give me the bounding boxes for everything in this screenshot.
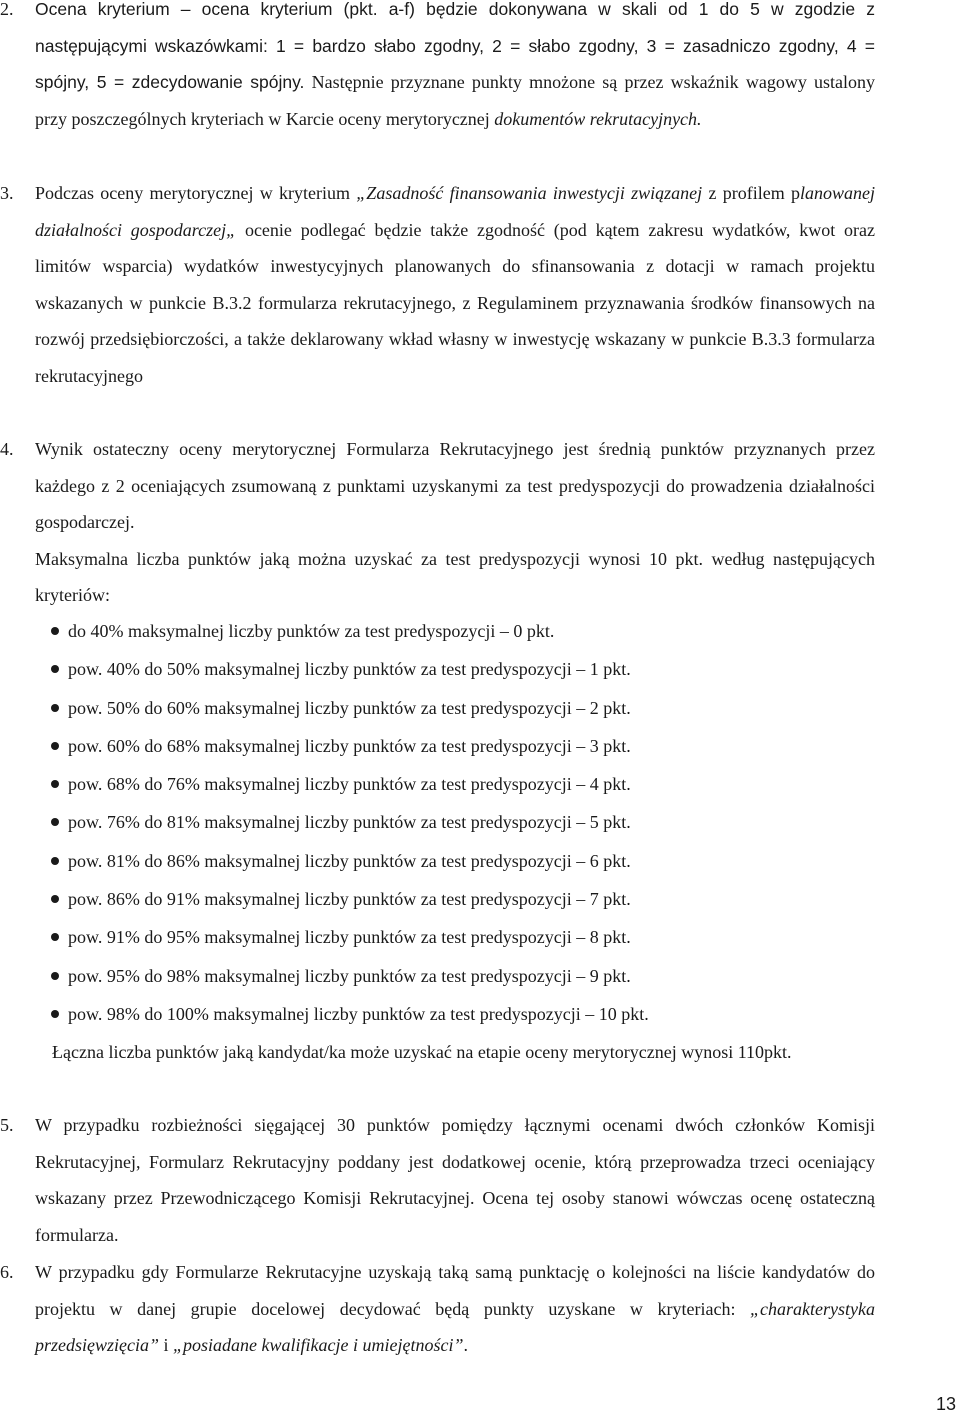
section-3-t2: „Zasadność finansowania inwestycji związanej <box>356 183 703 203</box>
bullet-icon <box>51 818 59 826</box>
page-number: 13 <box>935 1394 956 1414</box>
section-text <box>35 0 875 137</box>
section-3-t5: ocenie podlegać będzie także zgodność (pod kątem zakresu wydatków, kwot oraz limitów wsparcia) wydatków inwestycyjnych planowanych do sfinansowania z dotacji w ramach projektu wskazanych w punkcie B.3.2 formularza rekrutacyjnego, z Regulaminem przyznawania środków finansowych na rozwój przedsiębiorczości, a także deklarowany wkład własny w inwestycję wskazany w punkcie B.3.3 formularza rekrutacyjnego <box>35 219 875 386</box>
list-item-text: pow. 68% do 76% maksymalnej liczby punktów za test predyspozycji – 4 pkt. <box>68 774 631 795</box>
list-item <box>0 995 900 1033</box>
bullet-icon <box>51 780 59 788</box>
list-item-text: pow. 40% do 50% maksymalnej liczby punktów za test predyspozycji – 1 pkt. <box>68 659 631 680</box>
section-4-para1: Wynik ostateczny oceny merytorycznej Formularza Rekrutacyjnego jest średnią punktów przyznanych przez każdego z 2 oceniających zsumowaną z punktami uzyskanymi za test predyspozycji do prowadzenia działalności gospodarczej. <box>35 439 875 532</box>
list-item <box>0 803 900 841</box>
list-item <box>0 842 900 880</box>
section-3 <box>0 175 900 394</box>
bullet-icon <box>51 895 59 903</box>
section-6-t3: i <box>159 1335 174 1355</box>
section-text: W przypadku rozbieżności sięgającej 30 punktów pomiędzy łącznymi ocenami dwóch członków Komisji Rekrutacyjnej, Formularz Rekrutacyjny poddany jest dodatkowej ocenie, którą przeprowadza trzeci oceniający wskazany przez Przewodniczącego Komisji Rekrutacyjnej. Ocena tej osoby stanowi wówczas ocenę ostateczną formularza. <box>35 1115 875 1245</box>
bullet-icon <box>51 627 59 635</box>
bullet-icon <box>51 933 59 941</box>
bullet-icon <box>51 665 59 673</box>
list-item-text: pow. 60% do 68% maksymalnej liczby punktów za test predyspozycji – 3 pkt. <box>68 735 631 756</box>
bullet-icon <box>51 972 59 980</box>
section-number: 6. <box>0 1262 14 1282</box>
points-criteria-list <box>0 612 900 1033</box>
list-item-text: pow. 86% do 91% maksymalnej liczby punktów za test predyspozycji – 7 pkt. <box>68 889 631 910</box>
section-2 <box>0 0 900 137</box>
section-5 <box>0 1107 900 1253</box>
list-item <box>0 957 900 995</box>
section-2-part1: Ocena kryterium – ocena kryterium (pkt. a-f) będzie dokonywana w skali od 1 do 5 w zgodzie z następującymi wskazówkami: 1 = bardzo słabo zgodny, 2 = słabo zgodny, 3 = zasadniczo zgodny, 4 = spójny, 5 = zdecydowanie spójny. <box>35 0 875 92</box>
section-number: 5. <box>0 1115 14 1135</box>
section-6-t4: „posiadane kwalifikacje i umiejętności” <box>173 1335 464 1355</box>
bullet-icon <box>51 742 59 750</box>
list-item-text: pow. 95% do 98% maksymalnej liczby punktów za test predyspozycji – 9 pkt. <box>68 965 631 986</box>
list-item <box>0 765 900 803</box>
list-item <box>0 689 900 727</box>
section-6 <box>0 1254 900 1364</box>
section-number: 3. <box>0 183 14 203</box>
list-item <box>0 880 900 918</box>
section-4-para2: Maksymalna liczba punktów jaką można uzyskać za test predyspozycji wynosi 10 pkt. według następujących kryteriów: <box>35 548 875 605</box>
list-item-text: pow. 76% do 81% maksymalnej liczby punktów za test predyspozycji – 5 pkt. <box>68 812 631 833</box>
section-number: 2. <box>0 0 14 19</box>
section-text <box>35 175 875 394</box>
section-3-t4: lanowanej działalności gospodarczej„ <box>35 183 875 240</box>
list-item-text: pow. 81% do 86% maksymalnej liczby punktów za test predyspozycji – 6 pkt. <box>68 850 631 871</box>
section-number: 4. <box>0 439 14 459</box>
section-2-part2: Następnie przyznane punkty mnożone są przez wskaźnik wagowy ustalony przy poszczególnych kryteriach w Karcie oceny merytorycznej <box>35 72 876 129</box>
section-4 <box>0 431 900 614</box>
bullet-icon <box>51 857 59 865</box>
total-points-summary: Łączna liczba punktów jaką kandydat/ka może uzyskać na etapie oceny merytorycznej wynosi 110pkt. <box>52 1042 792 1062</box>
section-3-t1: Podczas oceny merytorycznej w kryterium <box>35 183 357 203</box>
list-item-text: pow. 50% do 60% maksymalnej liczby punktów za test predyspozycji – 2 pkt. <box>68 697 631 718</box>
list-item <box>0 727 900 765</box>
list-item <box>0 612 900 650</box>
section-3-t3: z profilem p <box>702 183 800 203</box>
list-item <box>0 650 900 688</box>
section-2-part3: dokumentów rekrutacyjnych. <box>494 108 702 129</box>
section-6-t1: W przypadku gdy Formularze Rekrutacyjne uzyskają taką samą punktację o kolejności na liście kandydatów do projektu w danej grupie docelowej decydować będą punkty uzyskane w kryteriach: <box>35 1262 875 1319</box>
section-text <box>35 1254 875 1364</box>
bullet-icon <box>51 704 59 712</box>
list-item <box>0 918 900 956</box>
list-item-text: pow. 98% do 100% maksymalnej liczby punktów za test predyspozycji – 10 pkt. <box>68 1003 649 1024</box>
section-6-t2: „charakterystyka przedsięwzięcia” <box>35 1298 875 1355</box>
section-6-t5: . <box>463 1335 468 1355</box>
bullet-icon <box>51 1010 59 1018</box>
list-item-text: do 40% maksymalnej liczby punktów za test predyspozycji – 0 pkt. <box>68 621 555 641</box>
list-item-text: pow. 91% do 95% maksymalnej liczby punktów za test predyspozycji – 8 pkt. <box>68 927 631 948</box>
